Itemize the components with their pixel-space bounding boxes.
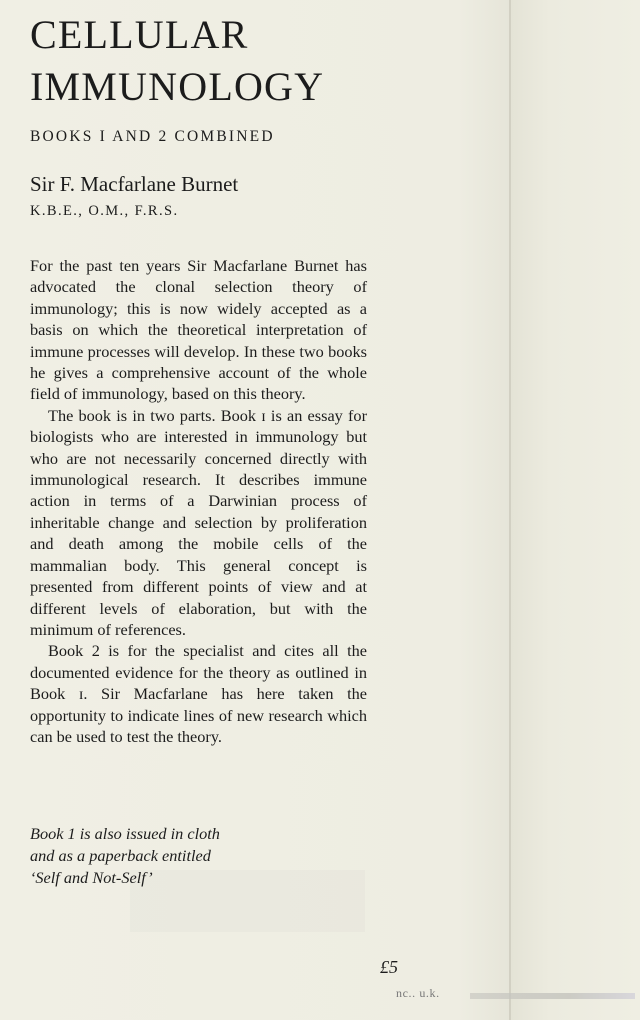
author-name: Sir F. Macfarlane Burnet (30, 172, 239, 196)
subtitle: BOOKS I AND 2 COMBINED (30, 128, 275, 145)
back-panel (511, 0, 640, 1020)
author-honours: K.B.E., O.M., F.R.S. (30, 203, 179, 219)
price: £5 (380, 957, 398, 977)
edition-note (30, 823, 220, 889)
edition-note-line-1: Book 1 is also issued in cloth (30, 824, 220, 843)
edition-note-line-3: ‘Self and Not-Self’ (30, 868, 153, 887)
title-line-1: CELLULAR (30, 12, 249, 57)
blurb-paragraph-1: For the past ten years Sir Macfarlane Burnet has advocated the clonal selection theory of immunology; this is now widely accepted as a basis on which the theoretical interpretation of immune processes will develop. In these two books he gives a comprehensive account of the whole field of immunology, based on this theory. (30, 256, 367, 404)
blurb-paragraph-2: The book is in two parts. Book ɪ is an essay for biologists who are interested in immunology but who are not necessarily concerned directly with immunological research. It describes immune action in terms of a Darwinian process of inheritable change and selection by proliferation and death among the mobile cells of the mammalian body. This general concept is presented from different points of view and at different levels of elaboration, but with the minimum of references. (30, 405, 367, 639)
edition-note-line-2: and as a paperback entitled (30, 846, 211, 865)
title-line-2: IMMUNOLOGY (30, 64, 325, 109)
blurb-paragraph-3: Book 2 is for the specialist and cites all the documented evidence for the theory as outlined in Book ɪ. Sir Macfarlane has here taken the opportunity to indicate lines of new research which can be used to test the theory. (30, 641, 367, 746)
printer-mark: nc.. u.k. (396, 986, 440, 1000)
blurb (30, 255, 367, 747)
scan-stripe (470, 993, 635, 999)
